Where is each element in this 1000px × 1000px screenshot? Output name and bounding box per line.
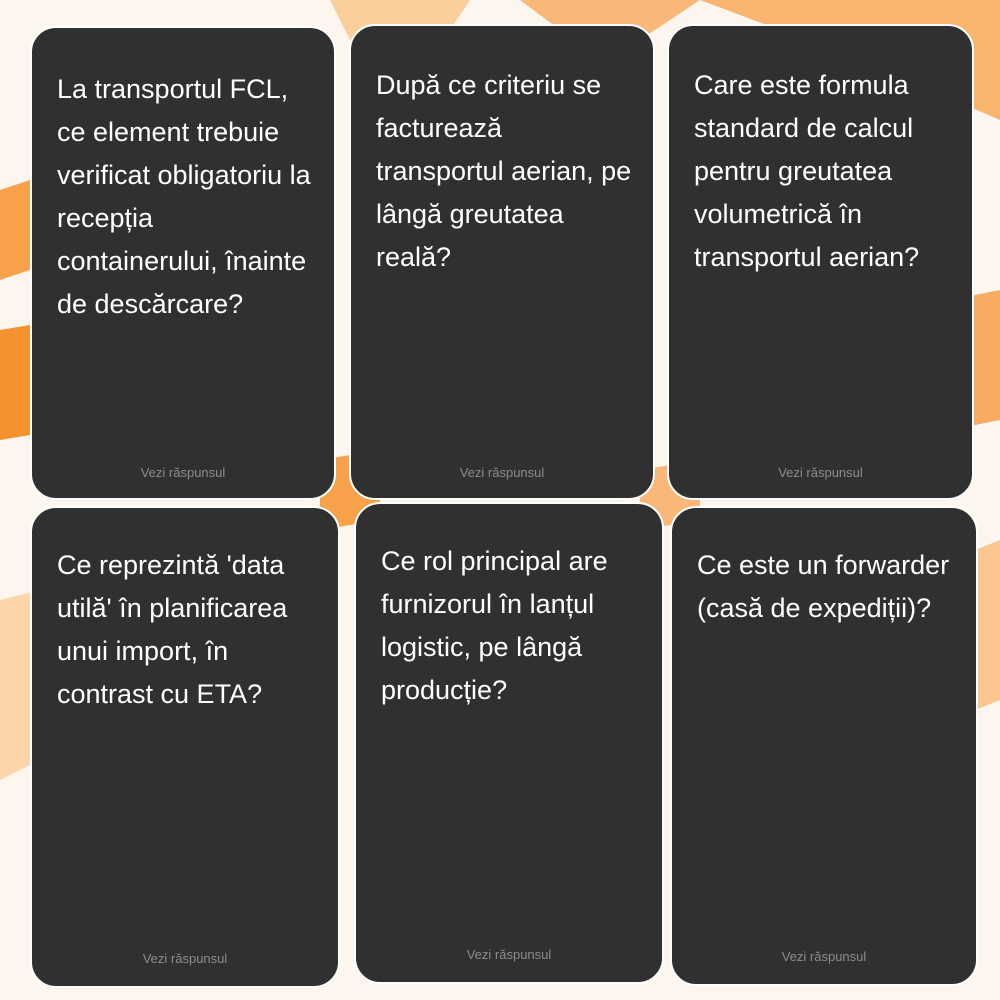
show-answer-link[interactable]: Vezi răspunsul <box>781 949 867 964</box>
card-question: După ce criteriu se facturează transportul aerian, pe lângă greutatea reală? <box>376 70 632 272</box>
flashcard-3[interactable] <box>667 24 974 500</box>
show-answer-link[interactable]: Vezi răspunsul <box>140 465 226 480</box>
flashcard-6[interactable] <box>670 506 978 986</box>
show-answer-link[interactable]: Vezi răspunsul <box>778 465 863 480</box>
flashcard-2[interactable] <box>349 24 655 500</box>
show-answer-link[interactable]: Vezi răspunsul <box>466 947 552 962</box>
flashcard-5[interactable] <box>354 502 664 984</box>
card-question: Ce rol principal are furnizorul în lanțul logistic, pe lângă producție? <box>381 546 608 705</box>
flashcard-1[interactable] <box>30 26 336 500</box>
card-question: Care este formula standard de calcul pentru greutatea volumetrică în transportul aerian? <box>694 70 920 272</box>
show-answer-link[interactable]: Vezi răspunsul <box>142 951 228 966</box>
card-question: Ce este un forwarder (casă de expediții)? <box>697 550 950 623</box>
show-answer-link[interactable]: Vezi răspunsul <box>459 465 545 480</box>
card-question: Ce reprezintă 'data utilă' în planificarea unui import, în contrast cu ETA? <box>57 550 288 709</box>
card-question: La transportul FCL, ce element trebuie verificat obligatoriu la recepția containerului, înainte de descărcare? <box>57 74 311 319</box>
flashcard-4[interactable] <box>30 506 340 988</box>
